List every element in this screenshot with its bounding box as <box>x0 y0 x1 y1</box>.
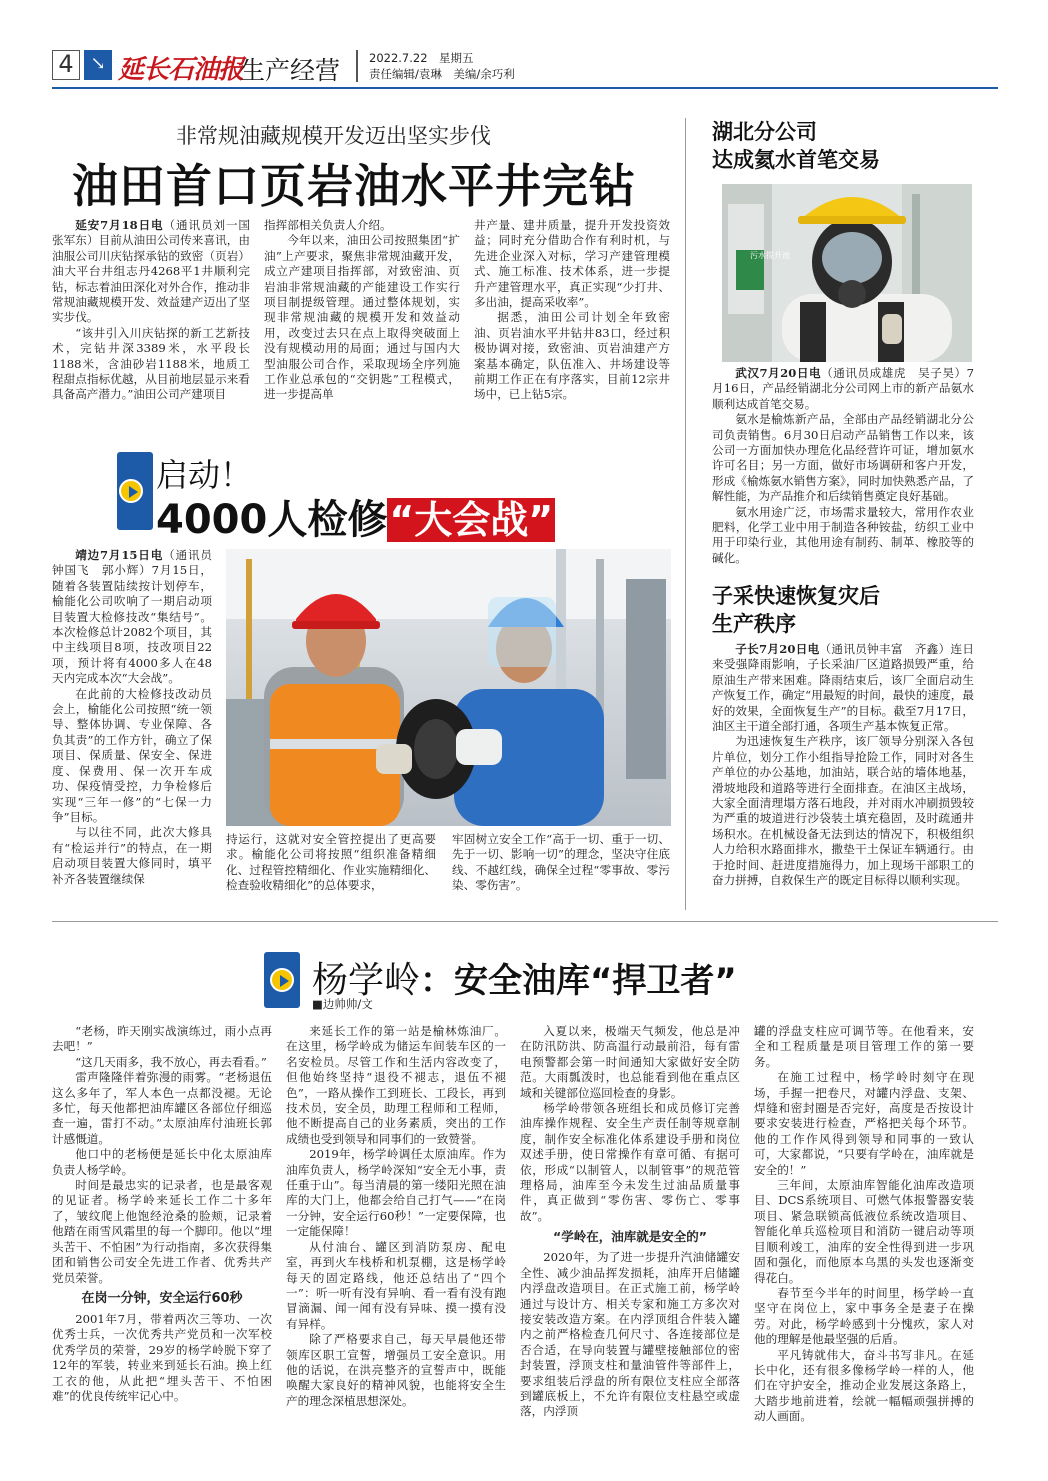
paragraph: 7月15日，随着各装置陆续按计划停车，榆能化公司吹响了一期启动项目装置大检修技改“集结号”。本次检修总计2082个项目，其中主线项目8项，技改项目22项，预计将有4000多人在48天内完成本次“大会战”。 <box>52 563 212 686</box>
reporter: （通讯员成雄虎 吴子昊） <box>821 366 967 380</box>
subheading: “学岭在，油库就是安全的” <box>553 1229 707 1245</box>
paragraph: 在此前的大检修技改动员会上，榆能化公司按照“统一领导、整体协调、专业保障、各负其责”的工作方针，确立了保项目、保质量、保安全、保进度、保费用、保一次开车成功、保疫情受控，力争检修后实现“三年一修”的“七保一力争”目标。 <box>52 686 212 824</box>
paragraph: 持运行，这就对安全管控提出了更高要求。榆能化公司将按照“组织准备精细化、过程管控精细化、作业实施精细化、检查验收精细化”的总体要求， <box>226 832 436 893</box>
dateline: 武汉7月20日电 <box>735 366 822 380</box>
paragraph: 今年以来，油田公司按照集团“扩油”上产要求，聚焦非常规油藏开发，成立产建项目指挥部，对致密油、页岩油非常规油藏的产能建设工作实行项目制提级管理。通过整体规划，实现非常规油藏的规模开发和效益动用，改变过去只在点上取得突破面上没有规模动用的局面；通过与国内大型油服公司合作，采取现场全序列施工作业总承包的“交钥匙”工程模式，进一步提高单 <box>264 233 460 402</box>
article2-headline <box>156 488 555 545</box>
article2-col3 <box>452 832 670 910</box>
article3-body <box>712 366 974 572</box>
reporter: （通讯员钟国飞 郭小辉） <box>52 548 212 578</box>
article2-col2 <box>226 832 436 910</box>
paragraph: 除了严格要求自己，每天早晨他还带领库区职工宣誓，增强员工安全意识。用他的话说，在洪亮整齐的宣誓声中，既能唤醒大家良好的精神风貌，也能将安全生产的理念深植思想深处。 <box>286 1332 506 1408</box>
paragraph: 入夏以来，极端天气频发，他总是冲在防汛防洪、防高温行动最前沿，每有雷电预警都会第一时间通知大家做好安全防范。大雨瓢泼时，也总能看到他在重点区域和关键部位巡回检查的身影。 <box>520 1024 740 1100</box>
article4-headline-line2: 生产秩序 <box>712 612 796 636</box>
article3-headline <box>712 118 880 174</box>
article4-headline <box>712 582 880 638</box>
paragraph: 指挥部相关负责人介绍。 <box>264 218 392 232</box>
article2-headline-main: 4000人检修 <box>156 497 388 543</box>
paragraph: 连日来受强降雨影响，子长采油厂区道路损毁严重，给原油生产带来困难。降雨结束后，该厂全面启动生产恢复工作，确定“用最短的时间，最快的速度，最好的效果，全面恢复生产”的目标。截至7月17日，油区主干道全部打通，各项生产基本恢复正常。 <box>712 642 974 734</box>
editor-credits: 责任编辑/袁琳 美编/余巧利 <box>369 67 515 81</box>
article2-headline-highlight: “大会战” <box>389 498 554 542</box>
paragraph: 时间是最忠实的记录者，也是最客观的见证者。杨学岭来延长工作二十多年了，皱纹爬上他饱经沧桑的脸颊，记录着他踏在雨雪风霜里的每一个脚印。他以“埋头苦干、不怕困”为行动指南，多次获得集团和销售公司安全先进工作者、优秀共产党员荣誉。 <box>52 1178 272 1285</box>
paragraph: 2020年，为了进一步提升汽油储罐安全性、减少油品挥发损耗，油库开启储罐内浮盘改造项目。在正式施工前，杨学岭通过与设计方、相关专家和施工方多次对接安装改造方案。在内浮顶组合件装入罐内之前严格检查几何尺寸、各连接部位是否合适，在导向装置与罐壁接触部位的密封装置，浮顶支柱和量油管件等部件上，要求组装后浮盘的所有限位支柱应全部落到罐底板上，不允许有限位支柱悬空或虚落，内浮顶 <box>520 1250 740 1419</box>
article4-body <box>712 642 974 910</box>
photo-sign: 污水提升池 <box>750 251 790 260</box>
reporter: （通讯员刘一国 张军东） <box>52 218 262 248</box>
maintenance-photo <box>226 549 671 826</box>
masthead-divider <box>356 50 358 82</box>
article1-kicker: 非常规油藏规模开发迈出坚实步伐 <box>176 124 491 148</box>
paragraph: 在施工过程中，杨学岭时刻守在现场，手握一把卷尺，对罐内浮盘、支架、焊缝和密封圈是否完好，高度是否按设计要求安装进行检查，严格把关每个环节。他的工作作风得到领导和同事的一致认可，大家都说，“只要有学岭在，油库就是安全的！” <box>754 1070 974 1177</box>
article3-headline-line2: 达成氦水首笔交易 <box>712 148 880 172</box>
paragraph: 与以往不同，此次大修具有“检运并行”的特点，在一期启动项目装置大修同时，填平补齐各装置继续保 <box>52 825 212 886</box>
paragraph: 据悉，油田公司计划全年致密油、页岩油水平井钻井83口，经过积极协调对接，致密油、页岩油建产方案基本确定，队伍准入、井场建设等前期工作正在有序落实，目前12宗井场中，已上钻5宗。 <box>474 310 670 402</box>
paragraph: 他口中的老杨便是延长中化太原油库负责人杨学岭。 <box>52 1147 272 1177</box>
masthead-rule <box>52 87 998 89</box>
dateline: 延安7月18日电 <box>75 218 164 232</box>
article2-kicker: 启动！ <box>156 456 253 494</box>
article2-col1 <box>52 548 212 908</box>
paragraph: 春节至今半年的时间里，杨学岭一直坚守在岗位上，家中事务全是妻子在操劳。对此，杨学岭感到十分愧疚，家人对他的理解是他最坚强的后盾。 <box>754 1285 974 1347</box>
article1-col2 <box>264 218 460 408</box>
article5-col4 <box>754 1024 974 1444</box>
article1-headline: 油田首口页岩油水平井完钻 <box>72 159 636 213</box>
column-divider <box>685 118 686 910</box>
paragraph: 来延长工作的第一站是榆林炼油厂。在这里，杨学岭成为储运车间装车区的一名安检员。尽管工作和生活内容改变了，但他始终坚持“退役不褪志，退伍不褪色”，一路从操作工到班长、工段长，再到技术员，安全员，助理工程师和工程师，他不断提高自己的业务素质，突出的工作成绩也受到领导和同事们的一致赞誉。 <box>286 1024 506 1146</box>
ammonia-worker-photo <box>722 184 972 362</box>
article5-headline-name: 杨学岭 <box>312 960 421 1001</box>
paragraph: 氨水用途广泛，市场需求量较大，常用作农业肥料，化学工业中用于制造各种铵盐，纺织工业中用于印染行业，其他用途有制药、制革、橡胶等的碱化。 <box>712 504 974 565</box>
paragraph: 杨学岭带领各班组长和成员修订完善油库操作规程、安全生产责任制等规章制度，制作安全标准化体系建设手册和岗位双述手册，使日常操作有章可循、有据可依，形成“以制管人，以制管事”的规范管理格局，油库至今未发生过油品质量事件，真正做到“零伤害、零伤亡、零事故”。 <box>520 1101 740 1223</box>
paragraph: 井产量、建井质量，提升开发投资效益；同时充分借助合作有利时机，与先进企业深入对标，学习产建管理模式、施工标准、技术体系，进一步提升产建管理水平，真正实现“少打井、多出油，提高采收率”。 <box>474 218 670 310</box>
paragraph: 从付油台、罐区到消防泵房、配电室，再到火车栈桥和机泵棚，这是杨学岭每天的固定路线，他还总结出了“四个一”：听一听有没有异响、看一看有没有跑冒滴漏、闻一闻有没有异味、摸一摸有没有异样。 <box>286 1239 506 1331</box>
subheading: 在岗一分钟，安全运行60秒 <box>81 1290 243 1306</box>
paragraph: 平凡铸就伟大，奋斗书写非凡。在延长中化，还有很多像杨学岭一样的人，他们在守护安全，推动企业发展这条路上，大踏步地前进着，绘就一幅幅顽强拼搏的动人画面。 <box>754 1347 974 1424</box>
article1-col3 <box>474 218 670 408</box>
dateline: 子长7月20日电 <box>735 642 820 656</box>
section-divider <box>52 921 998 922</box>
paragraph: 罐的浮盘支柱应可调节等。在他看来，安全和工程质量是项目管理工作的第一要务。 <box>754 1024 974 1069</box>
paragraph: 为迅速恢复生产秩序，该厂领导分别深入各包片单位，划分工作小组指导抢险工作，同时对各生产单位的办公基地，加油站，联合站的墙体地基，滑坡地段和道路等进行全面排查。在油区主战场，大家全面清理塌方落石地段，并对雨水冲刷损毁较为严重的坡道进行沙袋装土填充稳固，及时疏通井场积水。在机械设备无法到达的情况下，积极组织人力给积水路面排水，撒垫干土保证车辆通行。由于抢时间、赶进度措施得力，加上现场干部职工的奋力拼搏，自救保生产的既定目标得以顺利实现。 <box>712 734 974 888</box>
play-icon <box>270 968 294 992</box>
reporter: （通讯员钟丰富 齐鑫） <box>819 642 951 656</box>
arrow-icon: ↘ <box>84 50 112 80</box>
paragraph: “老杨，昨天刚实战演练过，雨小点再去吧！” <box>52 1024 272 1054</box>
dateline: 靖边7月15日电 <box>75 548 164 562</box>
paragraph: 2019年，杨学岭调任太原油库。作为油库负责人，杨学岭深知“安全无小事，责任重于山”。每当清晨的第一缕阳光照在油库的大门上，他都会给自己打气——“在岗一分钟，安全运行60秒！”一定要保障，也一定能保障！ <box>286 1147 506 1239</box>
issue-date: 2022.7.22 星期五 <box>369 51 474 65</box>
article5-headline-title: ：安全油库“捍卫者” <box>420 961 737 1001</box>
paragraph: “该井引入川庆钻探的新工艺新技术，完钻井深3389米，水平段长1188米，含油砂岩1188米，地质工程甜点指标优越，从目前地层显示来看具备高产潜力。”油田公司产建项目 <box>52 325 250 402</box>
paragraph: “这几天雨多，我不放心，再去看看。” <box>75 1054 267 1069</box>
article5-headline <box>312 952 737 1003</box>
article3-headline-line1: 湖北分公司 <box>712 120 817 144</box>
paragraph: 目前从油田公司传来喜讯，由油服公司川庆钻探承钻的致密（页岩）油大平台井组志丹4268平1井顺利完钻，标志着油田深化对外合作，推动非常规油藏规模开发、效益建产迈出了坚实步伐。 <box>52 233 250 325</box>
newspaper-logo: 延长石油报 <box>118 55 244 85</box>
article4-headline-line1: 子采快速恢复灾后 <box>712 584 880 608</box>
paragraph: 7月16日，产品经销湖北分公司网上市的新产品氨水顺利达成首笔交易。 <box>712 366 974 411</box>
article5-byline: ■边帅帅/文 <box>312 997 373 1011</box>
page-number: 4 <box>52 50 80 80</box>
article5-col3 <box>520 1024 740 1444</box>
paragraph: 雷声隆隆伴着弥漫的雨雾。“老杨退伍这么多年了，军人本色一点都没褪。无论多忙，每天他都把油库罐区各部位仔细巡查一遍，雷打不动。”太原油库付油班长郭计感慨道。 <box>52 1070 272 1146</box>
article5-col1 <box>52 1024 272 1444</box>
paragraph: 牢固树立安全工作“高于一切、重于一切、先于一切、影响一切”的理念，坚决守住底线、不越红线，确保全过程“零事故、零污染、零伤害”。 <box>452 832 670 893</box>
section-title: 生产经营 <box>240 56 341 85</box>
paragraph: 三年间，太原油库智能化油库改造项目、DCS系统项目、可燃气体报警器安装项目、紧急联锁高低液位系统改造项目、智能化单兵巡检项目和消防一键启动等项目顺利竣工，油库的安全性得到进一步巩固和强化，而他原本乌黑的头发也逐渐变得花白。 <box>754 1178 974 1285</box>
article5-col2 <box>286 1024 506 1444</box>
play-icon <box>119 479 143 503</box>
paragraph: 氨水是榆炼新产品，全部由产品经销湖北分公司负责销售。6月30日启动产品销售工作以来，该公司一方面加快办理危化品经营许可证，增加氨水许可名目；另一方面，做好市场调研和客户开发，形成《榆炼氨水销售方案》，同时加快熟悉产品，了解性能，为产品推介和后续销售奠定良好基础。 <box>712 412 974 504</box>
paragraph: 2001年7月，带着两次三等功、一次优秀士兵，一次优秀共产党员和一次军校优秀学员的荣誉，29岁的杨学岭脱下穿了12年的军装，转业来到延长石油。换上红工衣的他，从此把“埋头苦干、不怕困难”的优良传统牢记心中。 <box>52 1311 272 1403</box>
article1-col1 <box>52 218 262 408</box>
